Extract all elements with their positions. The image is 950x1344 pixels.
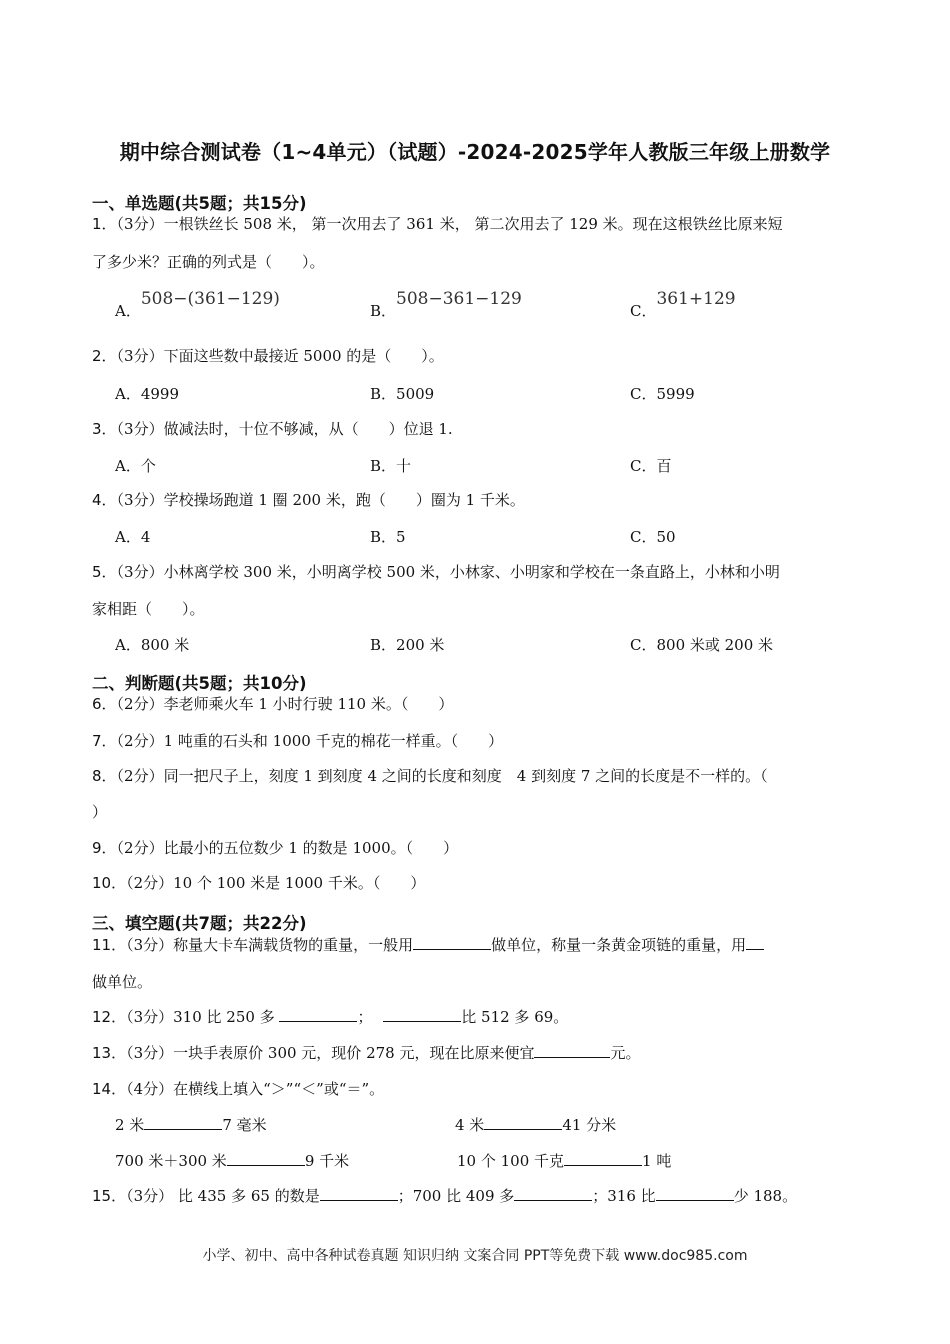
question-points: （3分） [126,1187,174,1205]
question-text: 1 吨重的石头和 1000 千克的棉花一样重。（ ） [163,732,504,750]
question-number: 12． [92,1008,127,1026]
question-points: （4分） [126,1080,174,1098]
answer-blank[interactable] [279,1007,357,1022]
question-2-option-c: C．5999 [630,385,695,403]
section-heading-true-false: 二、判断题(共5题；共10分) [92,674,307,693]
question-text: ；316 比 [592,1187,656,1205]
question-5-option-a: A．800 米 [115,636,190,654]
question-11-line-1 [92,935,764,955]
question-number: 10． [92,874,127,892]
question-8-line-2: ） [92,803,108,821]
question-number: 14． [92,1080,127,1098]
question-number: 7． [92,732,117,750]
question-4-option-c: C．50 [630,528,676,546]
question-points: （3分） [116,563,164,581]
question-points: （2分） [116,732,164,750]
question-number: 1． [92,215,117,233]
answer-blank[interactable] [656,1186,734,1201]
option-formula: 508−(361−129) [140,289,280,309]
question-1-line-2: 了多少米？正确的列式是（ ）。 [92,253,325,271]
question-text: 同一把尺子上，刻度 1 到刻度 4 之间的长度和刻度 4 到刻度 7 之间的长度是不一样的。（ [163,767,768,785]
question-1-option-b [370,288,522,320]
question-13 [92,1043,641,1063]
question-1-option-c [630,288,736,320]
question-number: 2． [92,347,117,365]
question-points: （3分） [126,936,174,954]
question-14-item-4 [457,1151,671,1171]
question-points: （2分） [116,767,164,785]
question-2-option-b: B．5009 [370,385,435,403]
question-text: 10 个 100 米是 1000 千米。（ ） [173,874,426,892]
compare-right: 41 分米 [562,1116,617,1134]
option-formula: 361+129 [656,289,736,309]
question-points: （2分） [116,695,164,713]
compare-left: 700 米＋300 米 [115,1152,227,1170]
question-14 [92,1079,384,1099]
compare-right: 7 毫米 [222,1116,267,1134]
answer-blank[interactable] [413,935,491,950]
page-title: 期中综合测试卷（1~4单元）（试题）-2024-2025学年人教版三年级上册数学 [119,140,831,164]
question-number: 8． [92,767,117,785]
question-text: 比 512 多 69。 [461,1008,569,1026]
question-3 [92,419,453,439]
question-number: 9． [92,839,117,857]
question-1-option-a [115,288,280,320]
compare-left: 10 个 100 千克 [457,1152,565,1170]
question-14-item-2 [455,1115,616,1135]
question-text: 下面这些数中最接近 5000 的是（ ）。 [163,347,444,365]
page-footer: 小学、初中、高中各种试卷真题 知识归纳 文案合同 PPT等免费下载 www.doc985.com [202,1248,748,1264]
answer-blank[interactable] [227,1151,305,1166]
question-5-line-1 [92,562,780,582]
question-text: 少 188。 [733,1187,798,1205]
question-points: （3分） [116,491,164,509]
answer-blank[interactable] [534,1043,610,1058]
compare-right: 1 吨 [642,1152,672,1170]
option-label: C． [630,302,657,320]
question-1-line-1 [92,214,783,234]
compare-right: 9 千米 [304,1152,350,1170]
question-4 [92,490,525,510]
question-10 [92,873,425,893]
question-5-option-c: C．800 米或 200 米 [630,636,774,654]
question-text: 310 比 250 多 [173,1008,280,1026]
question-number: 3． [92,420,117,438]
question-number: 15． [92,1187,127,1205]
question-3-option-b: B．十 [370,457,412,475]
question-8-line-1 [92,766,768,786]
question-text: 称量大卡车满载货物的重量，一般用 [173,936,414,954]
question-4-option-b: B．5 [370,528,406,546]
section-heading-fill-blank: 三、填空题(共7题；共22分) [92,914,307,933]
question-9 [92,838,458,858]
compare-left: 4 米 [455,1116,485,1134]
question-text: 一根铁丝长 508 米， 第一次用去了 361 米， 第二次用去了 129 米。现在这根铁丝比原来短 [163,215,783,233]
question-5-line-2: 家相距（ ）。 [92,600,205,618]
option-label: A． [115,302,141,320]
question-text: 做单位，称量一条黄金项链的重量，用 [491,936,747,954]
option-label: B． [370,302,397,320]
compare-left: 2 米 [115,1116,145,1134]
question-text: 学校操场跑道 1 圈 200 米，跑（ ）圈为 1 千米。 [163,491,525,509]
answer-blank[interactable] [746,935,764,950]
question-text: 做减法时，十位不够减，从（ ）位退 1. [163,420,453,438]
question-11-line-2: 做单位。 [92,973,153,991]
question-6 [92,694,453,714]
answer-blank[interactable] [564,1151,642,1166]
question-15 [92,1186,797,1206]
question-7 [92,731,503,751]
question-points: （3分） [116,420,164,438]
question-3-option-c: C．百 [630,457,672,475]
answer-blank[interactable] [383,1007,461,1022]
question-number: 6． [92,695,117,713]
answer-blank[interactable] [320,1186,398,1201]
question-2 [92,346,444,366]
question-5-option-b: B．200 米 [370,636,445,654]
question-12 [92,1007,568,1027]
question-text: 元。 [610,1044,641,1062]
question-points: （3分） [116,215,164,233]
question-points: （2分） [116,839,164,857]
question-number: 5． [92,563,117,581]
question-4-option-a: A．4 [115,528,151,546]
question-number: 4． [92,491,117,509]
question-3-option-a: A．个 [115,457,156,475]
section-heading-single-choice: 一、单选题(共5题；共15分) [92,194,307,213]
question-text: 李老师乘火车 1 小时行驶 110 米。（ ） [163,695,454,713]
question-14-item-3 [115,1151,349,1171]
answer-blank[interactable] [514,1186,592,1201]
question-text: ； [357,1008,378,1026]
option-formula: 508−361−129 [396,289,522,309]
question-text: 小林离学校 300 米，小明离学校 500 米，小林家、小明家和学校在一条直路上，小林和小明 [163,563,780,581]
question-text: 一块手表原价 300 元，现价 278 元，现在比原来便宜 [173,1044,535,1062]
question-text: 在横线上填入“＞”“＜”或“＝”。 [173,1080,385,1098]
question-text: 比最小的五位数少 1 的数是 1000。（ ） [163,839,459,857]
question-text: 比 435 多 65 的数是 [173,1187,320,1205]
question-points: （2分） [126,874,174,892]
question-text: ；700 比 409 多 [397,1187,515,1205]
question-number: 11． [92,936,127,954]
question-points: （3分） [116,347,164,365]
question-points: （3分） [126,1008,174,1026]
question-14-item-1 [115,1115,267,1135]
question-number: 13． [92,1044,127,1062]
answer-blank[interactable] [484,1115,562,1130]
question-2-option-a: A．4999 [115,385,180,403]
answer-blank[interactable] [144,1115,222,1130]
question-points: （3分） [126,1044,174,1062]
